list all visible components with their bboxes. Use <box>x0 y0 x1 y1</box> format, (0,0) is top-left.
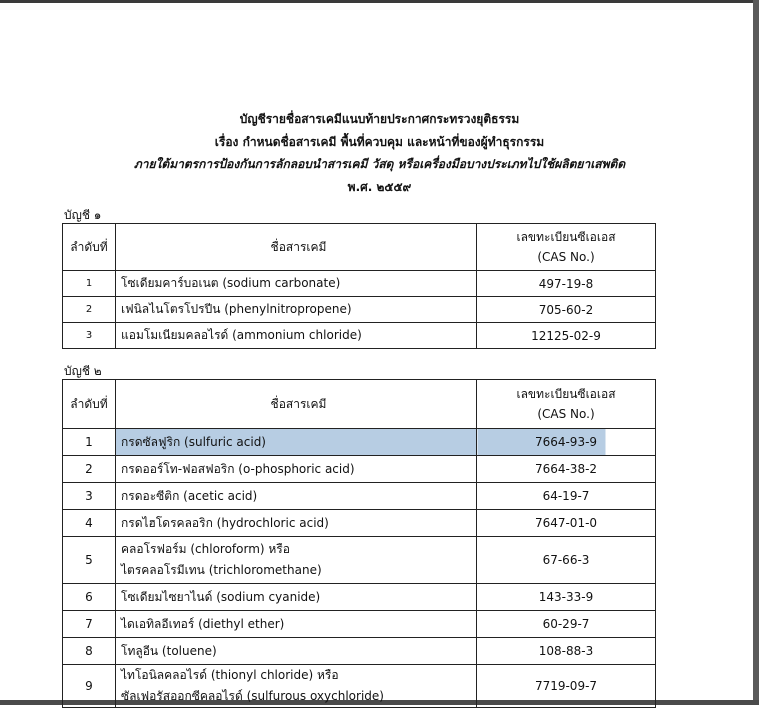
row-number: 7 <box>63 611 116 638</box>
chemical-table-list-1 <box>62 223 656 349</box>
chemical-name: กรดไฮโดรคลอริก (hydrochloric acid) <box>116 510 477 537</box>
row-number: 9 <box>63 665 116 708</box>
cas-number: 143-33-9 <box>477 584 656 611</box>
column-header-cas-line2: (CAS No.) <box>537 250 595 264</box>
list-1-label: บัญชี ๑ <box>64 208 102 222</box>
chemical-name: โซเดียมไซยาไนด์ (sodium cyanide) <box>116 584 477 611</box>
table-row <box>63 297 656 323</box>
table-row <box>63 584 656 611</box>
row-number: 6 <box>63 584 116 611</box>
table-row <box>63 271 656 297</box>
table-row <box>63 611 656 638</box>
column-header-order: ลำดับที่ <box>63 224 116 271</box>
chemical-name <box>116 665 477 708</box>
cas-number: 497-19-8 <box>477 271 656 297</box>
cas-number: 12125-02-9 <box>477 323 656 349</box>
window-right-edge <box>753 0 759 705</box>
chemical-name-line1: คลอโรฟอร์ม (chloroform) หรือ <box>121 542 290 556</box>
chemical-name: โทลูอีน (toluene) <box>116 638 477 665</box>
cas-number: 60-29-7 <box>477 611 656 638</box>
cas-number: 7647-01-0 <box>477 510 656 537</box>
chemical-name: กรดอะซีติก (acetic acid) <box>116 483 477 510</box>
doc-title-line-2: เรื่อง กำหนดชื่อสารเคมี พื้นที่ควบคุม และหน้าที่ของผู้ทำธุรกรรม <box>214 135 545 149</box>
cas-number: 7719-09-7 <box>477 665 656 708</box>
chemical-name: โซเดียมคาร์บอเนต (sodium carbonate) <box>116 271 477 297</box>
table-row <box>63 483 656 510</box>
row-number: 8 <box>63 638 116 665</box>
chemical-name <box>116 537 477 584</box>
table-row-selected[interactable] <box>63 429 656 456</box>
column-header-cas-line2: (CAS No.) <box>537 407 595 421</box>
chemical-name: กรดออร์โท-ฟอสฟอริก (o-phosphoric acid) <box>116 456 477 483</box>
table-row <box>63 456 656 483</box>
chemical-name: แอมโมเนียมคลอไรด์ (ammonium chloride) <box>116 323 477 349</box>
row-number: 2 <box>63 297 116 323</box>
table-row <box>63 323 656 349</box>
doc-title-line-4: พ.ศ. ๒๕๕๙ <box>347 180 412 194</box>
cas-number: 64-19-7 <box>477 483 656 510</box>
table-header-row <box>63 380 656 429</box>
chemical-name-line2: ซัลเฟอรัสออกซีคลอไรด์ (sulfurous oxychloride) <box>121 689 384 703</box>
row-number: 2 <box>63 456 116 483</box>
list-2-label: บัญชี ๒ <box>64 364 102 378</box>
table-row <box>63 537 656 584</box>
cas-number: 705-60-2 <box>477 297 656 323</box>
column-header-order: ลำดับที่ <box>63 380 116 429</box>
table-row <box>63 638 656 665</box>
chemical-name: เฟนิลไนโตรโปรปีน (phenylnitropropene) <box>116 297 477 323</box>
column-header-name: ชื่อสารเคมี <box>116 224 477 271</box>
column-header-cas <box>477 224 656 271</box>
row-number: 4 <box>63 510 116 537</box>
cas-number: 7664-38-2 <box>477 456 656 483</box>
column-header-cas <box>477 380 656 429</box>
window-top-edge <box>0 0 759 3</box>
cas-number[interactable]: 7664-93-9 <box>477 429 656 456</box>
cas-number: 67-66-3 <box>477 537 656 584</box>
chemical-name: ไดเอทิลอีเทอร์ (diethyl ether) <box>116 611 477 638</box>
chemical-name[interactable]: กรดซัลฟูริก (sulfuric acid) <box>116 429 477 456</box>
doc-title-line-1: บัญชีรายชื่อสารเคมีแนบท้ายประกาศกระทรวงยุติธรรม <box>239 112 520 126</box>
column-header-name: ชื่อสารเคมี <box>116 380 477 429</box>
row-number: 3 <box>63 483 116 510</box>
row-number: 5 <box>63 537 116 584</box>
chemical-name-line2: ไตรคลอโรมีเทน (trichloromethane) <box>121 563 322 577</box>
cas-number: 108-88-3 <box>477 638 656 665</box>
table-row <box>63 665 656 708</box>
column-header-cas-line1: เลขทะเบียนซีเอเอส <box>516 387 616 401</box>
table-row <box>63 510 656 537</box>
column-header-cas-line1: เลขทะเบียนซีเอเอส <box>516 230 616 244</box>
row-number[interactable]: 1 <box>63 429 116 456</box>
chemical-name-line1: ไทโอนิลคลอไรด์ (thionyl chloride) หรือ <box>121 668 339 682</box>
doc-title-line-3: ภายใต้มาตรการป้องกันการลักลอบนำสารเคมี วัสดุ หรือเครื่องมือบางประเภทไปใช้ผลิตยาเสพติด <box>133 157 626 171</box>
row-number: 1 <box>63 271 116 297</box>
chemical-table-list-2 <box>62 379 656 708</box>
table-header-row <box>63 224 656 271</box>
row-number: 3 <box>63 323 116 349</box>
